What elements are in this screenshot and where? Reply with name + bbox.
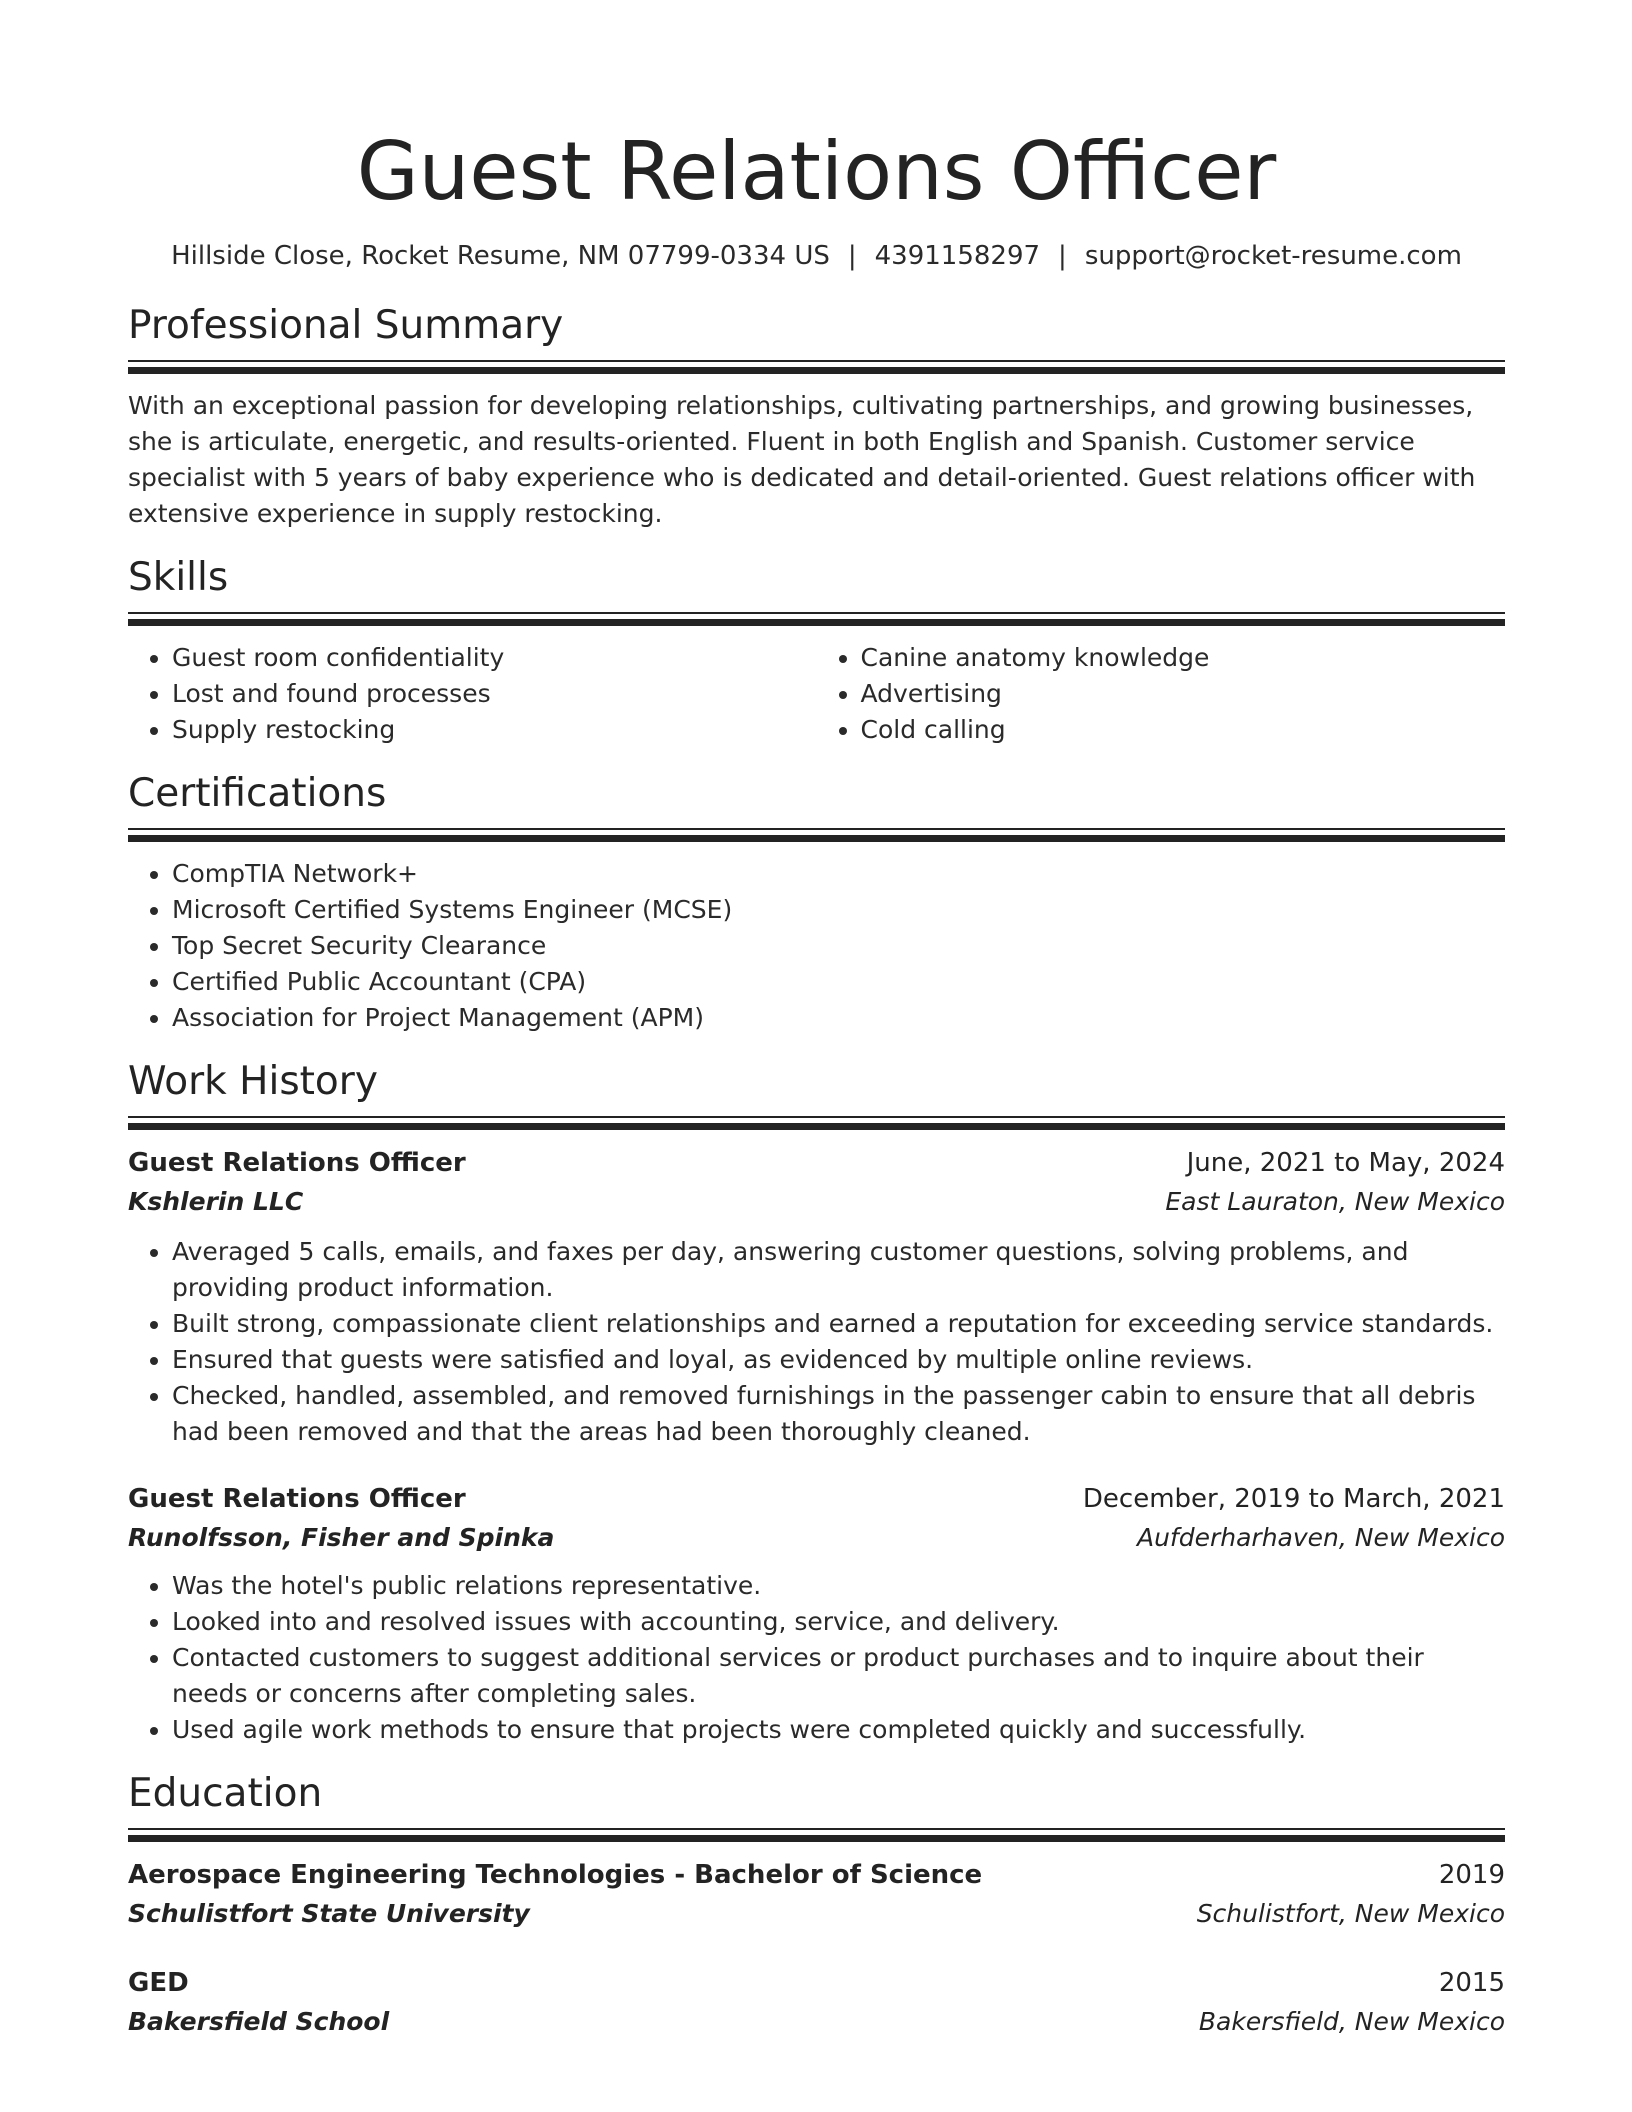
list-item: • Top Secret Security Clearance [172,928,1505,964]
skills-list-left [128,640,817,748]
education-header-row [128,1856,1505,1894]
list-item: • Supply restocking [172,712,817,748]
job-entry [128,1480,1505,1748]
list-item: • Guest room confidentiality [172,640,817,676]
certifications-section [128,770,1505,1036]
job-title: Guest Relations Officer [128,1148,466,1178]
education-entry [128,1964,1505,2042]
work-section [128,1058,1505,1748]
list-item: • Was the hotel's public relations representative. [172,1568,1505,1604]
work-heading: Work History [128,1059,378,1104]
education-section [128,1770,1505,2042]
job-company-row [128,1518,1505,1558]
list-item: • Built strong, compassionate client relationships and earned a reputation for exceeding service standards. [172,1306,1505,1342]
skills-heading: Skills [128,555,229,600]
contact-phone: 4391158297 [874,241,1041,271]
contact-address: Hillside Close, Rocket Resume, NM 07799-0334 US [171,241,830,271]
job-header-row [128,1144,1505,1182]
job-entry [128,1144,1505,1450]
education-entry [128,1856,1505,1934]
job-title: Guest Relations Officer [128,1484,466,1514]
list-item: • Checked, handled, assembled, and removed furnishings in the passenger cabin to ensure that all debris had been removed and that the areas had been thoroughly cleaned. [172,1378,1505,1450]
contact-separator: | [1058,241,1067,271]
education-heading: Education [128,1771,323,1816]
section-divider [128,612,1505,626]
contact-line [128,236,1505,276]
contact-email: support@rocket-resume.com [1084,241,1462,271]
job-location: East Lauraton, New Mexico [1165,1187,1505,1216]
list-item: • Ensured that guests were satisfied and loyal, as evidenced by multiple online reviews. [172,1342,1505,1378]
education-degree: Aerospace Engineering Technologies - Bachelor of Science [128,1860,983,1890]
education-school-row [128,2002,1505,2042]
contact-separator: | [847,241,857,271]
education-degree: GED [128,1968,189,1998]
list-item: • Averaged 5 calls, emails, and faxes per day, answering customer questions, solving problems, and providing product information. [172,1234,1505,1306]
section-divider [128,360,1505,374]
job-bullets [128,1568,1505,1748]
section-divider [128,828,1505,842]
summary-text: With an exceptional passion for developing relationships, cultivating partnerships, and growing businesses, she is articulate, energetic, and results-oriented. Fluent in both English and Spanish. Customer service specialist with 5 years of baby experience who is dedicated and detail-oriented. Guest relations officer with extensive experience in supply restocking. [128,391,1476,528]
education-year: 2019 [1438,1860,1505,1890]
job-company-row [128,1182,1505,1222]
job-company: Runolfsson, Fisher and Spinka [128,1523,555,1552]
education-year: 2015 [1438,1968,1505,1998]
education-school: Schulistfort State University [128,1899,530,1928]
list-item: • Contacted customers to suggest additional services or product purchases and to inquire about their needs or concerns after completing sales. [172,1640,1505,1712]
section-divider [128,1116,1505,1130]
page-title: Guest Relations Officer [356,125,1277,218]
education-location: Schulistfort, New Mexico [1196,1899,1505,1928]
education-school-row [128,1894,1505,1934]
list-item: • Association for Project Management (APM) [172,1000,1505,1036]
section-divider [128,1828,1505,1842]
list-item: • CompTIA Network+ [172,856,1505,892]
list-item: • Cold calling [861,712,1506,748]
education-location: Bakersfield, New Mexico [1198,2007,1505,2036]
list-item: • Microsoft Certified Systems Engineer (MCSE) [172,892,1505,928]
certifications-heading: Certifications [128,771,387,816]
list-item: • Advertising [861,676,1506,712]
education-header-row [128,1964,1505,2002]
list-item: • Looked into and resolved issues with accounting, service, and delivery. [172,1604,1505,1640]
resume-page [128,0,1505,2042]
job-bullets [128,1234,1505,1450]
summary-section [128,302,1505,532]
education-school: Bakersfield School [128,2007,390,2036]
skills-grid [128,626,1505,748]
job-dates: December, 2019 to March, 2021 [1082,1484,1505,1514]
job-company: Kshlerin LLC [128,1187,304,1216]
summary-heading: Professional Summary [128,303,564,348]
job-location: Aufderharhaven, New Mexico [1136,1523,1505,1552]
list-item: • Certified Public Accountant (CPA) [172,964,1505,1000]
skills-list-right [817,640,1506,748]
list-item: • Used agile work methods to ensure that projects were completed quickly and successfully. [172,1712,1505,1748]
skills-section [128,554,1505,748]
list-item: • Canine anatomy knowledge [861,640,1506,676]
list-item: • Lost and found processes [172,676,817,712]
job-dates: June, 2021 to May, 2024 [1186,1148,1505,1178]
certifications-list [128,856,1505,1036]
job-header-row [128,1480,1505,1518]
